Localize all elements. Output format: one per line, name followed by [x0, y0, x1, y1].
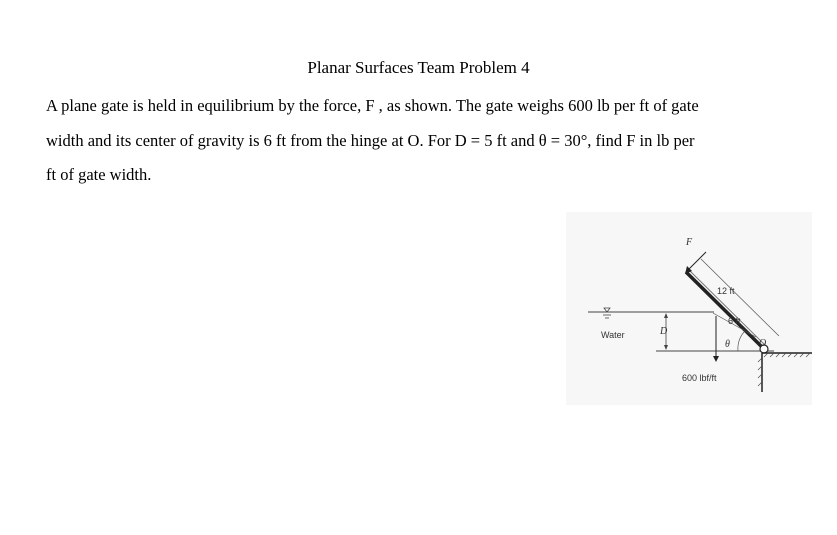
- hinge-label: O: [759, 338, 767, 349]
- gate-diagram: [566, 212, 812, 405]
- problem-text-line-1: A plane gate is held in equilibrium by the force, F , as shown. The gate weighs 600 lb per ft of gate: [46, 96, 699, 115]
- weight-label: 600 lbf/ft: [682, 373, 717, 383]
- problem-text-line-2: width and its center of gravity is 6 ft from the hinge at O. For D = 5 ft and θ = 30°, find F in lb per: [46, 131, 695, 150]
- force-label: F: [686, 237, 693, 248]
- length-6ft-label: 6 ft: [728, 316, 741, 326]
- page-title: Planar Surfaces Team Problem 4: [307, 58, 530, 77]
- length-12ft-label: 12 ft: [717, 286, 735, 296]
- depth-label: D: [660, 326, 668, 337]
- angle-label: θ: [725, 339, 730, 350]
- gate-figure: [566, 212, 812, 405]
- problem-text-line-3: ft of gate width.: [46, 165, 152, 184]
- water-label: Water: [601, 330, 625, 340]
